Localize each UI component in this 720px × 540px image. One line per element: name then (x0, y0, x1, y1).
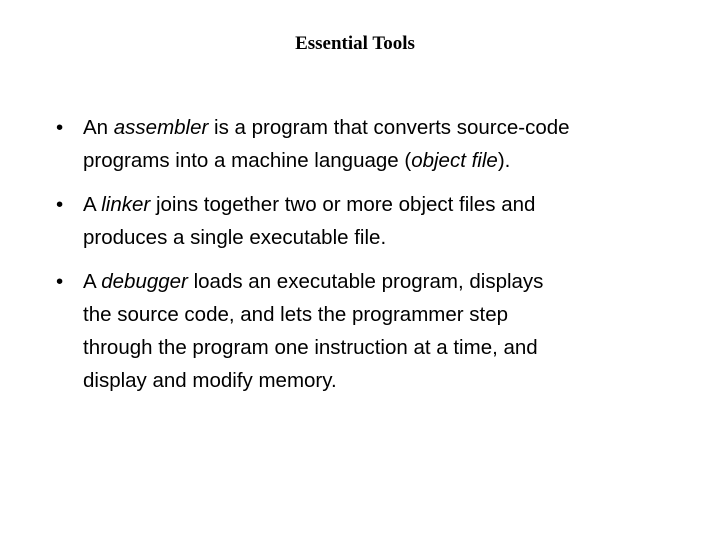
term-emphasis: assembler (113, 116, 209, 139)
bullet-dot: • (56, 270, 64, 293)
text-run: produces a single executable file. (83, 226, 387, 249)
text-run: ). (497, 149, 511, 172)
bullet-line (83, 188, 676, 221)
text-run: A (83, 270, 102, 293)
bullet-line (83, 364, 676, 397)
text-run: An (83, 116, 114, 139)
bullet-item (56, 188, 676, 254)
text-run: programs into a machine language ( (83, 149, 412, 172)
slide-title: Essential Tools (295, 33, 415, 54)
bullet-dot: • (56, 116, 64, 139)
term-emphasis: debugger (101, 270, 188, 293)
bullet-line (83, 331, 676, 364)
bullet-item (56, 111, 676, 177)
bullet-line (83, 221, 676, 254)
text-run: A (83, 193, 102, 216)
term-emphasis: linker (101, 193, 151, 216)
text-run: loads an executable program, displays (187, 270, 544, 293)
text-run: the source code, and lets the programmer step (83, 303, 509, 326)
bullet-line (83, 298, 676, 331)
bullet-line (83, 111, 676, 144)
bullet-dot: • (56, 193, 64, 216)
bullet-item (56, 265, 676, 397)
text-run: is a program that converts source-code (208, 116, 570, 139)
text-run: joins together two or more object files and (150, 193, 536, 216)
bullet-list (56, 111, 676, 408)
term-emphasis: object file (411, 149, 498, 172)
text-run: through the program one instruction at a time, and (83, 336, 538, 359)
bullet-line (83, 144, 676, 177)
text-run: display and modify memory. (83, 369, 337, 392)
bullet-line (83, 265, 676, 298)
